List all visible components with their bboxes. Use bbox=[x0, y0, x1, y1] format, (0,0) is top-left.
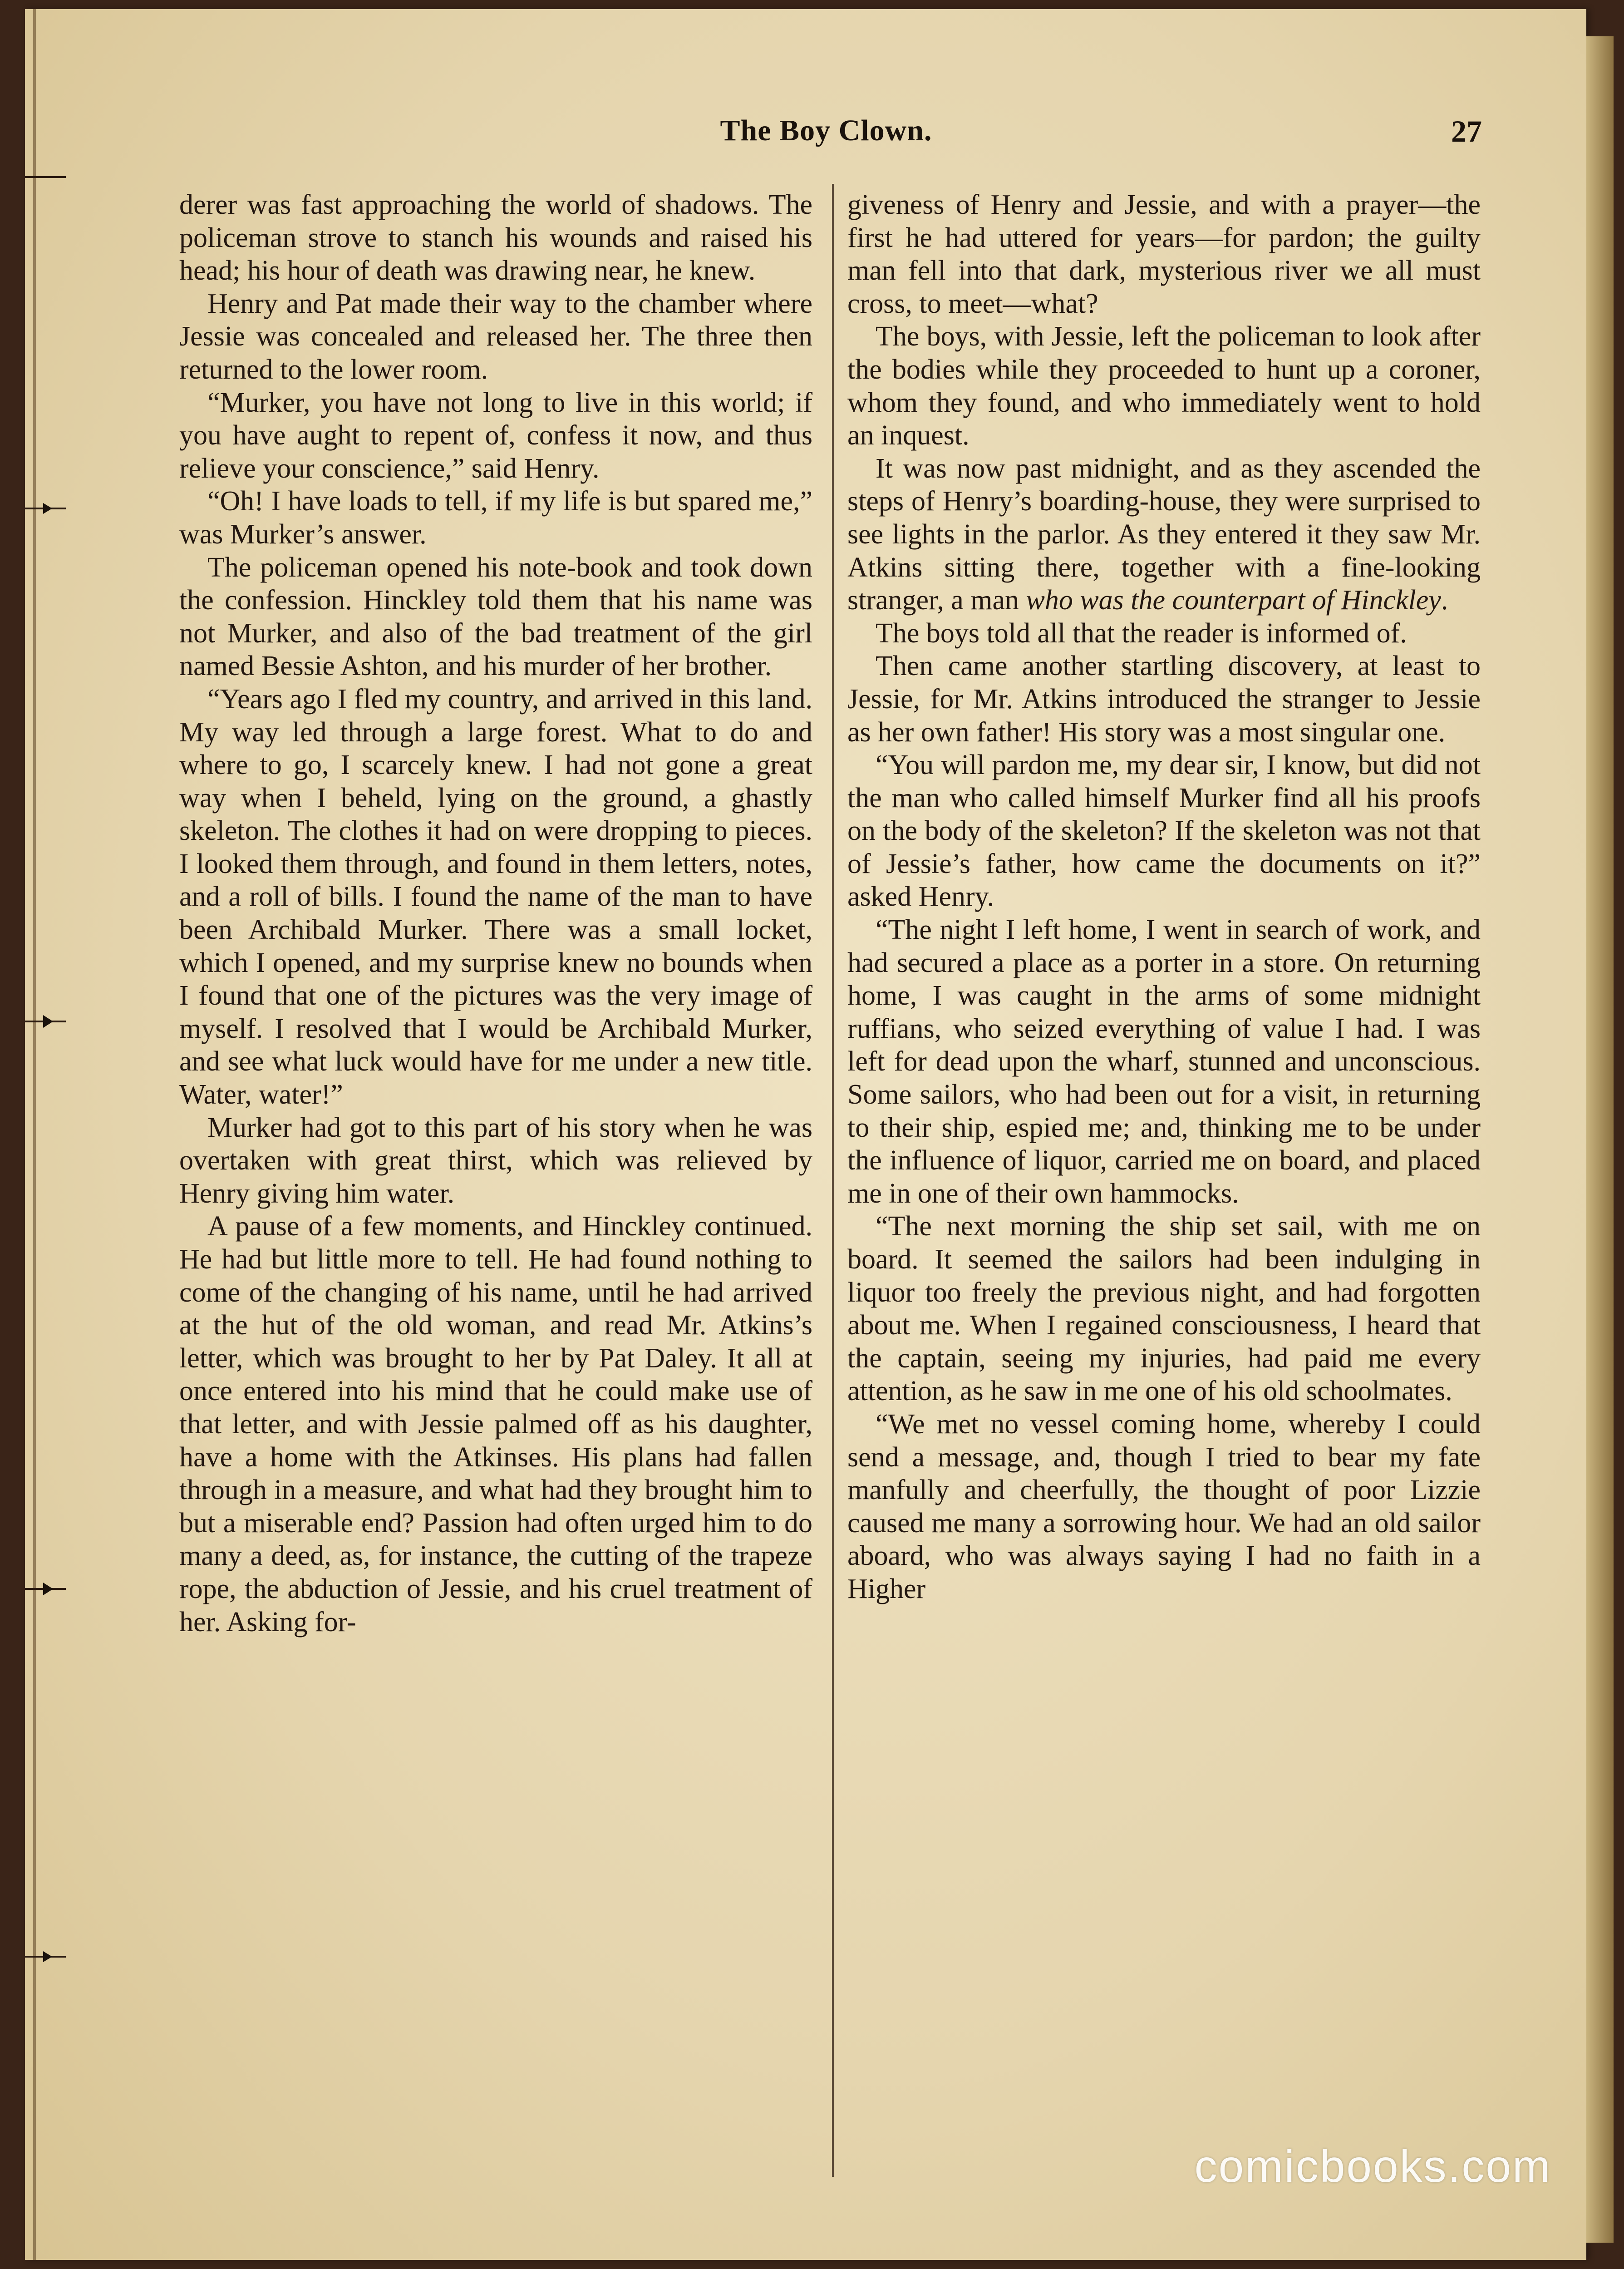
paragraph: “The night I left home, I went in search of work, and had secured a place as a porter in a store. On returning home, I was caught in the arms of some midnight ruffians, who seized everything of value I had. I was left for dead upon the wharf, stunned and unconscious. Some sailors, who had been out for a visit, in returning to their ship, espied me; and, thinking me to be under the influence of liquor, carried me on board, and placed me in one of their own hammocks. bbox=[847, 914, 1481, 1209]
binding-stitch-icon bbox=[25, 1580, 66, 1598]
paragraph: “The next morning the ship set sail, with me on board. It seemed the sailors had been indulging in liquor too freely the previous night, and had forgotten about me. When I regained consciousness, I heard that the captain, seeing my injuries, had paid me every attention, as he saw in me one of his old schoolmates. bbox=[847, 1211, 1481, 1407]
paragraph: The boys told all that the reader is informed of. bbox=[876, 617, 1407, 649]
column-divider bbox=[832, 184, 834, 2177]
spine-binding-edge bbox=[33, 9, 36, 2260]
paragraph: A pause of a few moments, and Hinckley continued. He had but little more to tell. He had found nothing to come of the changing of his name, until he had arrived at the hut of the old woman, and read Mr. Atkins’s letter, which was brought to her by Pat Daley. It all at once entered into his mind that he could make use of that letter, and with Jessie palmed off as his daughter, have a home with the Atkinses. His plans had fallen through in a measure, and what had they brought him to but a miserable end? Passion had often urged him to do many a deed, as, for instance, the cutting of the trapeze rope, the abduction of Jessie, and his cruel treatment of her. Asking for- bbox=[179, 1211, 812, 1638]
paragraph: giveness of Henry and Jessie, and with a prayer—the first he had uttered for years—for pardon; the guilty man fell into that dark, mysterious river we all must cross, to meet—what? bbox=[847, 189, 1481, 319]
right-text-column bbox=[847, 188, 1481, 2163]
paragraph: The boys, with Jessie, left the policeman to look after the bodies while they proceeded to hunt up a coroner, whom they found, and who immediately went to hold an inquest. bbox=[847, 321, 1481, 451]
paragraph: “Years ago I fled my country, and arrived in this land. My way led through a large forest. What to do and where to go, I scarcely knew. I had not gone a great way when I beheld, lying on the ground, a ghastly skeleton. The clothes it had on were dropping to pieces. I looked them through, and found in them letters, notes, and a roll of bills. I found the name of the man to have been Archibald Murker. There was a small locket, which I opened, and my surprise knew no bounds when I found that one of the pictures was the very image of myself. I resolved that I would be Archibald Murker, and see what luck would have for me under a new title. Water, water!” bbox=[179, 683, 812, 1110]
paragraph: “Oh! I have loads to tell, if my life is but spared me,” was Murker’s answer. bbox=[179, 486, 812, 550]
paragraph: Murker had got to this part of his story when he was overtaken with great thirst, which was relieved by Henry giving him water. bbox=[179, 1112, 812, 1209]
site-watermark: comicbooks.com bbox=[1194, 2141, 1552, 2192]
running-head bbox=[170, 113, 1482, 163]
page-number: 27 bbox=[1451, 114, 1482, 148]
paragraph: Henry and Pat made their way to the chamber where Jessie was concealed and released her. The three then returned to the lower room. bbox=[179, 288, 812, 385]
binding-stitch-icon bbox=[25, 168, 66, 186]
paragraph: The policeman opened his note-book and took down the confession. Hinckley told them that his name was not Murker, and also of the bad treatment of the girl named Bessie Ashton, and his murder of her brother. bbox=[179, 552, 812, 682]
paragraph: “We met no vessel coming home, whereby I could send a message, and, though I tried to bear my fate manfully and cheerfully, the thought of poor Lizzie caused me many a sorrowing hour. We had an old sailor aboard, who was always saying I had no faith in a Higher bbox=[847, 1408, 1481, 1604]
paragraph: “You will pardon me, my dear sir, I know, but did not the man who called himself Murker find all his proofs on the body of the skeleton? If the skeleton was not that of Jessie’s father, how came the documents on it?” asked Henry. bbox=[847, 750, 1481, 913]
page-title: The Boy Clown. bbox=[720, 114, 932, 147]
left-text-column bbox=[179, 188, 812, 2163]
binding-stitch-icon bbox=[25, 499, 66, 518]
paragraph: “Murker, you have not long to live in this world; if you have aught to repent of, confess it now, and thus relieve your conscience,” said Henry. bbox=[179, 387, 812, 484]
paragraph: derer was fast approaching the world of shadows. The policeman strove to stanch his wounds and raised his head; his hour of death was drawing near, he knew. bbox=[179, 189, 812, 286]
binding-stitch-icon bbox=[25, 1012, 66, 1031]
binding-stitch-icon bbox=[25, 1948, 66, 1966]
page-stack-edge bbox=[1586, 36, 1614, 2243]
italic-phrase: who was the counterpart of Hinckley bbox=[1026, 585, 1441, 616]
book-page bbox=[25, 9, 1586, 2260]
paragraph: It was now past midnight, and as they ascended the steps of Henry’s boarding-house, they were surprised to see lights in the parlor. As they entered it they saw Mr. Atkins sitting there, together with a fine-looking stranger, a man who was the counterpart of Hinckley. bbox=[847, 453, 1481, 616]
paragraph: Then came another startling discovery, at least to Jessie, for Mr. Atkins introduced the stranger to Jessie as her own father! His story was a most singular one. bbox=[847, 651, 1481, 748]
